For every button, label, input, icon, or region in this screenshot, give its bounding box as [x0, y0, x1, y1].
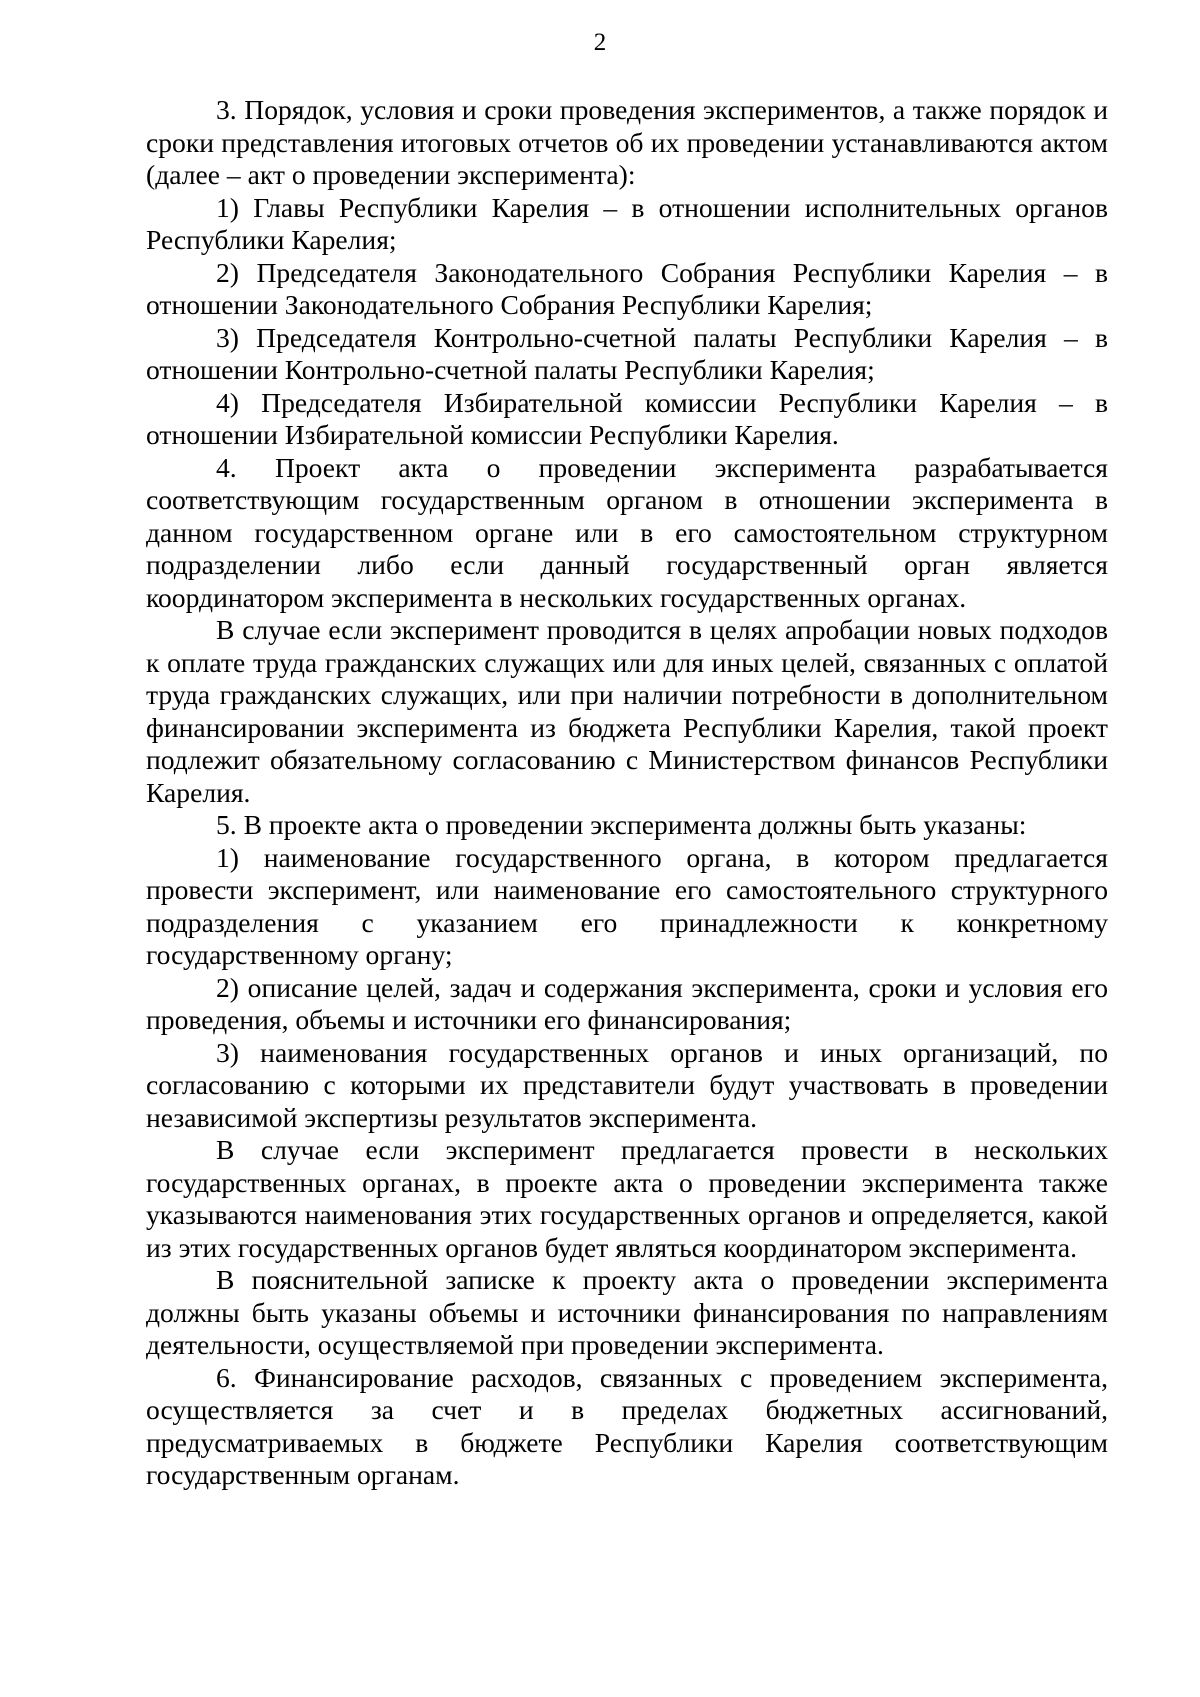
paragraph-5-note-2: В пояснительной записке к проекту акта о проведении эксперимента должны быть указаны объемы и источники финансирования по направлениям деятельности, осуществляемой при проведении эксперимента. [146, 1264, 1108, 1360]
paragraph-5-item-1: 1) наименование государственного органа, в котором предлагается провести эксперимент, или наименование его самостоятельного структурного подразделения с указанием его принадлежности к конкретному государственному органу; [146, 841, 1108, 970]
paragraph-3-item-1: 1) Главы Республики Карелия – в отношении исполнительных органов Республики Карелия; [146, 191, 1108, 255]
paragraph-5-intro: 5. В проекте акта о проведении эксперимента должны быть указаны: [216, 809, 1027, 840]
paragraph-3-item-2: 2) Председателя Законодательного Собрания Республики Карелия – в отношении Законодательного Собрания Республики Карелия; [146, 256, 1108, 320]
paragraph-3-item-3: 3) Председателя Контрольно-счетной палаты Республики Карелия – в отношении Контрольно-счетной палаты Республики Карелия; [146, 321, 1108, 385]
paragraph-3-intro: 3. Порядок, условия и сроки проведения экспериментов, а также порядок и сроки представления итоговых отчетов об их проведении устанавливаются актом (далее – акт о проведении эксперимента): [146, 94, 1108, 190]
document-body [146, 94, 1108, 1492]
paragraph-4: 4. Проект акта о проведении эксперимента разрабатывается соответствующим государственным органом в отношении эксперимента в данном государственном органе или в его самостоятельном структурном подразделении либо если данный государственный орган является координатором эксперимента в нескольких государственных органах. [146, 451, 1108, 613]
paragraph-3-item-4: 4) Председателя Избирательной комиссии Республики Карелия – в отношении Избирательной комиссии Республики Карелия. [146, 386, 1108, 450]
paragraph-6: 6. Финансирование расходов, связанных с проведением эксперимента, осуществляется за счет и в пределах бюджетных ассигнований, предусматриваемых в бюджете Республики Карелия соответствующим государственным органам. [146, 1361, 1108, 1490]
paragraph-5-item-3: 3) наименования государственных органов и иных организаций, по согласованию с которыми их представители будут участвовать в проведении независимой экспертизы результатов эксперимента. [146, 1036, 1108, 1133]
paragraph-5-note-1: В случае если эксперимент предлагается провести в нескольких государственных органах, в проекте акта о проведении эксперимента также указываются наименования этих государственных органов и определяется, какой из этих государственных органов будет являться координатором эксперимента. [146, 1134, 1108, 1263]
paragraph-5-item-2: 2) описание целей, задач и содержания эксперимента, сроки и условия его проведения, объемы и источники его финансирования; [146, 971, 1108, 1035]
paragraph-4-note: В случае если эксперимент проводится в целях апробации новых подходов к оплате труда гражданских служащих или для иных целей, связанных с оплатой труда гражданских служащих, или при наличии потребности в дополнительном финансировании эксперимента из бюджета Республики Карелия, такой проект подлежит обязательному согласованию с Министерством финансов Республики Карелия. [146, 614, 1108, 808]
page-number: 2 [593, 29, 607, 56]
